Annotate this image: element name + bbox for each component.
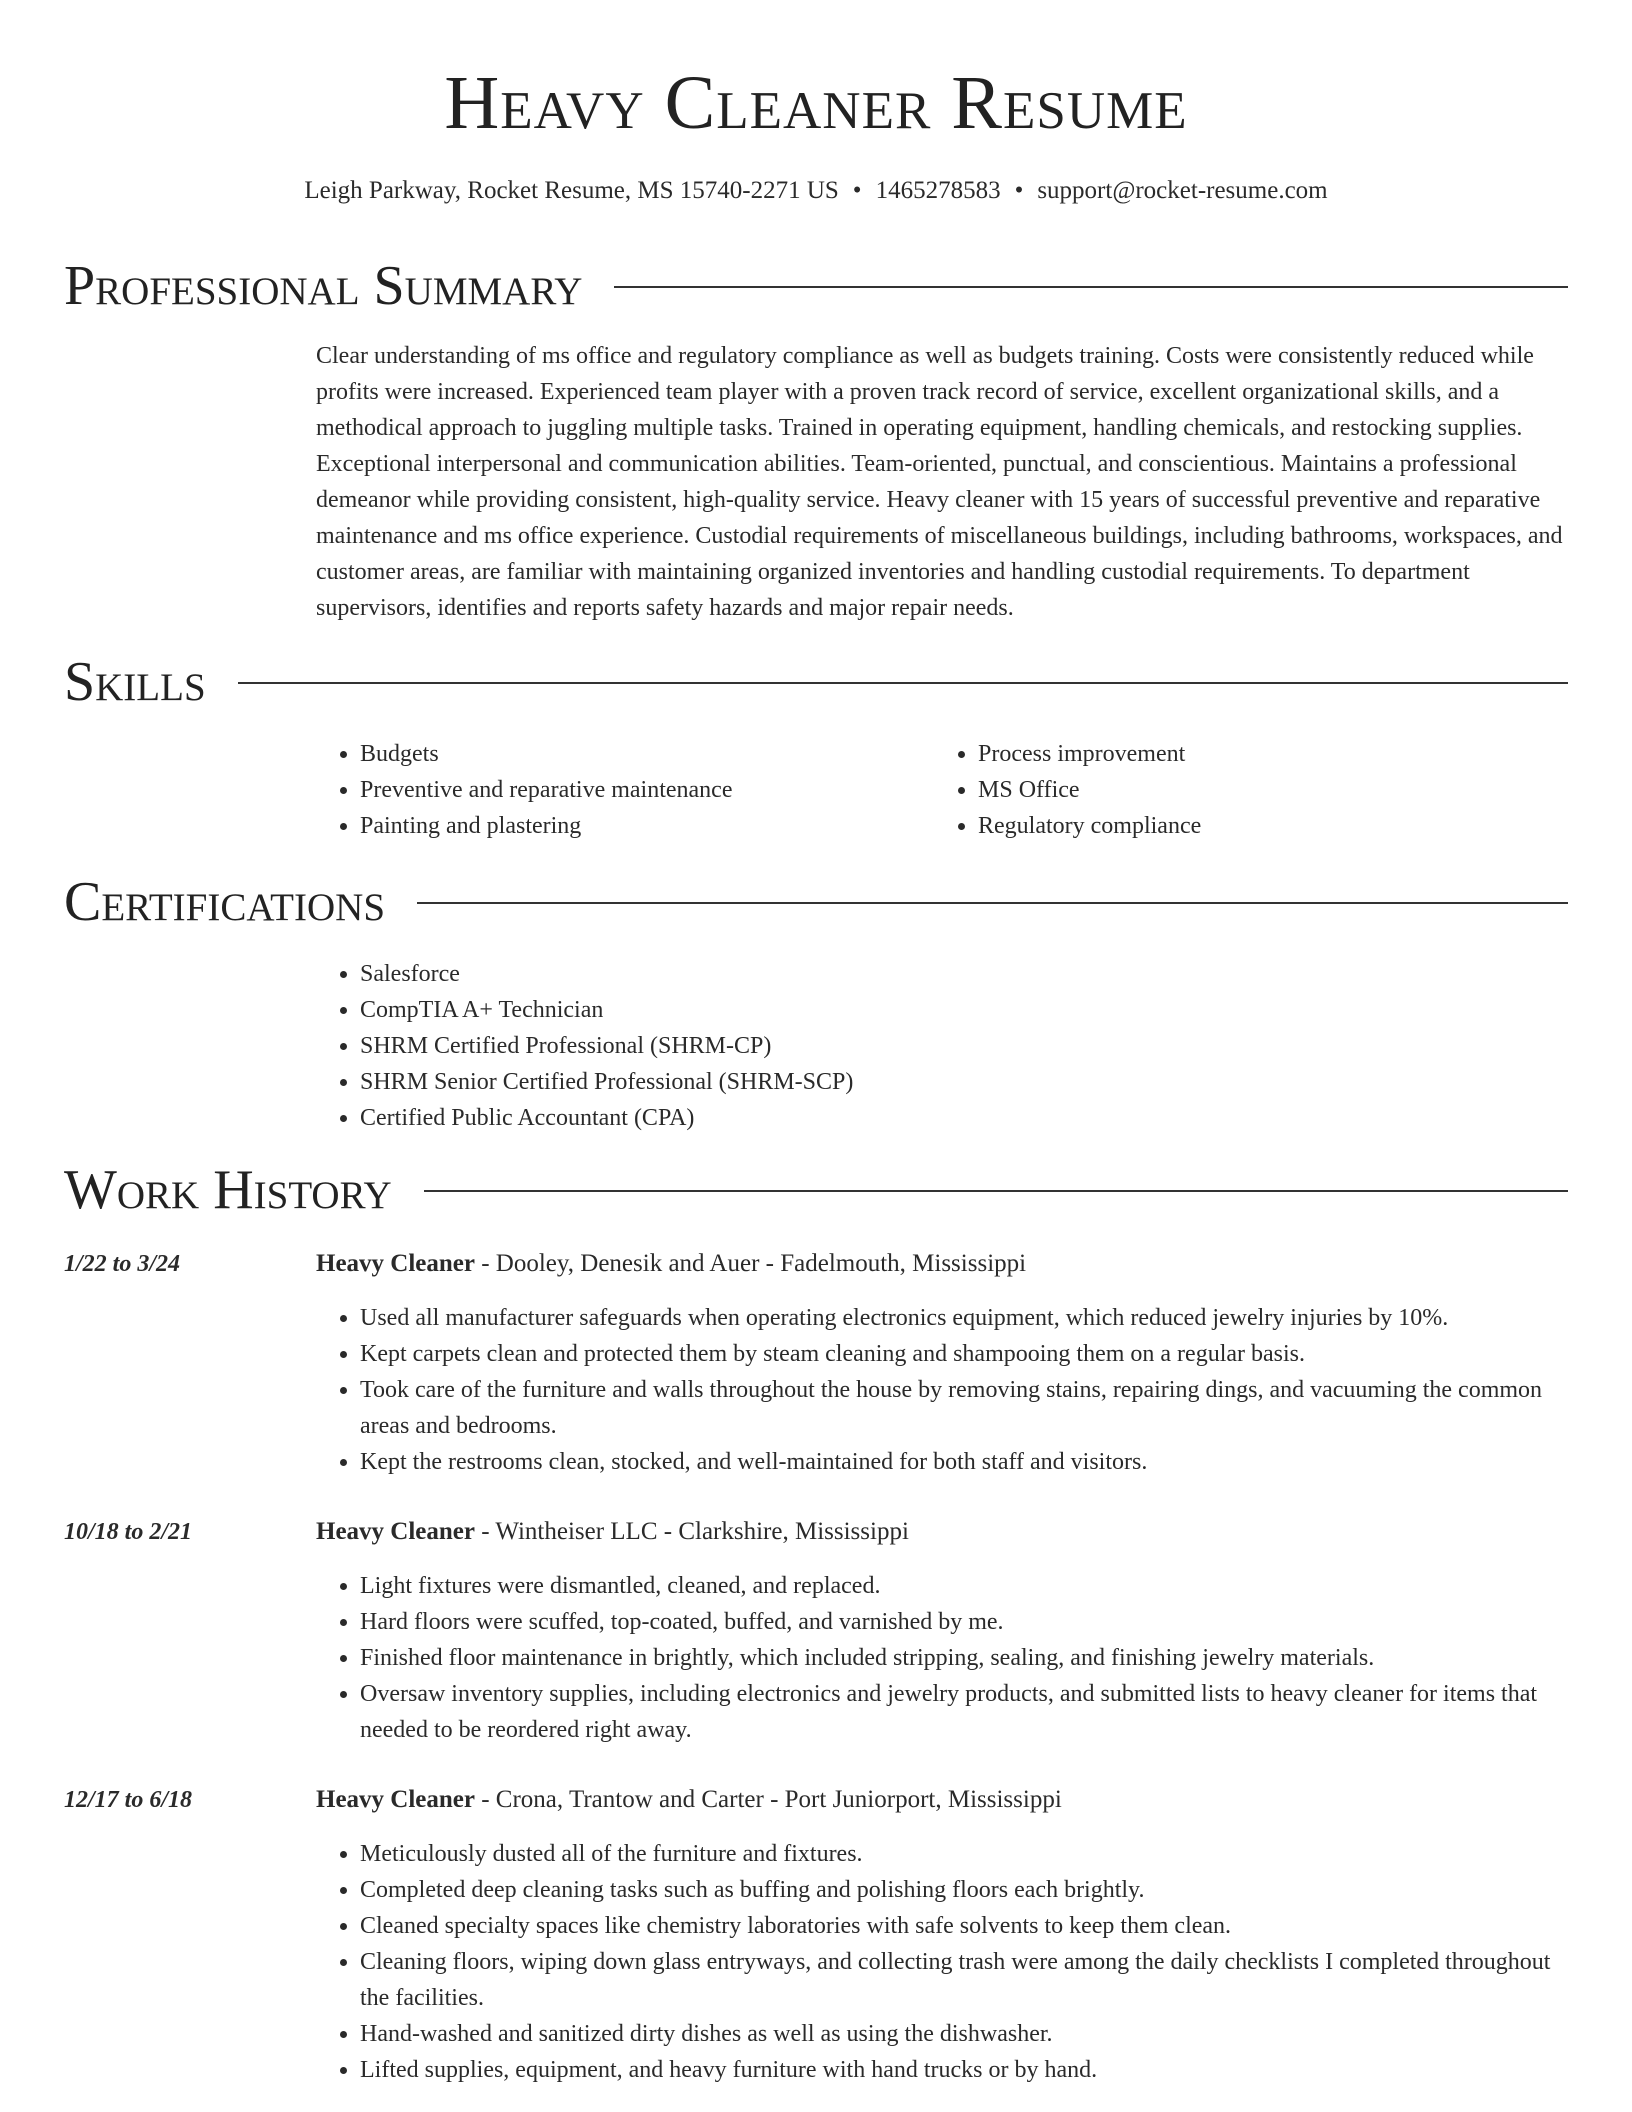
job-title: Heavy Cleaner <box>316 1250 475 1277</box>
duty-item: • Hard floors were scuffed, top-coated, buffed, and varnished by me. <box>360 1604 1568 1640</box>
skill-item: • Budgets <box>360 736 960 772</box>
skills-column-right <box>934 736 1578 844</box>
duty-item: • Cleaned specialty spaces like chemistry laboratories with safe solvents to keep them clean. <box>360 1908 1568 1944</box>
job-duties <box>316 1568 1568 1748</box>
skill-item: • Process improvement <box>978 736 1578 772</box>
section-heading: Work History <box>64 1158 424 1222</box>
certification-item: • Certified Public Accountant (CPA) <box>360 1100 1568 1136</box>
duty-item: • Used all manufacturer safeguards when operating electronics equipment, which reduced jewelry injuries by 10%. <box>360 1300 1568 1336</box>
job-employer: - Crona, Trantow and Carter - Port Juniorport, Mississippi <box>474 1786 1062 1813</box>
job-duties <box>316 1300 1568 1480</box>
job-title-line <box>316 1782 1568 1818</box>
job-employer: - Dooley, Denesik and Auer - Fadelmouth, Mississippi <box>474 1250 1027 1277</box>
section-heading: Professional Summary <box>64 254 614 318</box>
section-professional-summary <box>64 254 1568 318</box>
section-certifications <box>64 870 1568 934</box>
section-heading: Skills <box>64 650 238 714</box>
email: support@rocket-resume.com <box>1037 177 1328 204</box>
duty-item: • Hand-washed and sanitized dirty dishes as well as using the dishwasher. <box>360 2016 1568 2052</box>
job-duties <box>316 1836 1568 2088</box>
separator: • <box>1014 177 1024 204</box>
duty-item: • Lifted supplies, equipment, and heavy furniture with hand trucks or by hand. <box>360 2052 1568 2088</box>
job-title: Heavy Cleaner <box>316 1518 475 1545</box>
skill-item: • Painting and plastering <box>360 808 960 844</box>
section-heading: Certifications <box>64 870 417 934</box>
duty-item: • Cleaning floors, wiping down glass entryways, and collecting trash were among the daily checklists I completed throughout the facilities. <box>360 1944 1568 2016</box>
section-skills <box>64 650 1568 714</box>
certification-item: • SHRM Certified Professional (SHRM-CP) <box>360 1028 1568 1064</box>
duty-item: • Kept the restrooms clean, stocked, and well-maintained for both staff and visitors. <box>360 1444 1568 1480</box>
address: Leigh Parkway, Rocket Resume, MS 15740-2271 US <box>304 177 839 204</box>
duty-item: • Oversaw inventory supplies, including electronics and jewelry products, and submitted lists to heavy cleaner for items that needed to be reordered right away. <box>360 1676 1568 1748</box>
job-dates: 12/17 to 6/18 <box>64 1787 193 1813</box>
duty-item: • Meticulously dusted all of the furniture and fixtures. <box>360 1836 1568 1872</box>
phone: 1465278583 <box>875 177 1001 204</box>
duty-item: • Light fixtures were dismantled, cleaned, and replaced. <box>360 1568 1568 1604</box>
job-title-line <box>316 1514 1568 1550</box>
job-dates: 10/18 to 2/21 <box>64 1519 193 1545</box>
skill-item: • Regulatory compliance <box>978 808 1578 844</box>
certification-item: • SHRM Senior Certified Professional (SHRM-SCP) <box>360 1064 1568 1100</box>
skills-column-left <box>316 736 960 844</box>
job-title: Heavy Cleaner <box>316 1786 475 1813</box>
duty-item: • Finished floor maintenance in brightly, which included stripping, sealing, and finishing jewelry materials. <box>360 1640 1568 1676</box>
job-title-line <box>316 1246 1568 1282</box>
contact-line <box>0 174 1632 208</box>
duty-item: • Took care of the furniture and walls throughout the house by removing stains, repairing dings, and vacuuming the common areas and bedrooms. <box>360 1372 1568 1444</box>
summary-text: Clear understanding of ms office and regulatory compliance as well as budgets training. Costs were consistently reduced while profits were increased. Experienced team player with a proven track record of service, excellent organizational skills, and a methodical approach to juggling multiple tasks. Trained in operating equipment, handling chemicals, and restocking supplies. Exceptional interpersonal and communication abilities. Team-oriented, punctual, and conscientious. Maintains a professional demeanor while providing consistent, high-quality service. Heavy cleaner with 15 years of successful preventive and reparative maintenance and ms office experience. Custodial requirements of miscellaneous buildings, including bathrooms, workspaces, and customer areas, are familiar with maintaining organized inventories and handling custodial requirements. To department supervisors, identifies and reports safety hazards and major repair needs. <box>316 343 1563 621</box>
resume-title: Heavy Cleaner Resume <box>444 61 1188 145</box>
job-employer: - Wintheiser LLC - Clarkshire, Mississippi <box>474 1518 909 1545</box>
skill-item: • Preventive and reparative maintenance <box>360 772 960 808</box>
skill-item: • MS Office <box>978 772 1578 808</box>
certification-item: • CompTIA A+ Technician <box>360 992 1568 1028</box>
duty-item: • Completed deep cleaning tasks such as buffing and polishing floors each brightly. <box>360 1872 1568 1908</box>
certifications-list <box>316 956 1568 1136</box>
section-work-history <box>64 1158 1568 1222</box>
certification-item: • Salesforce <box>360 956 1568 992</box>
duty-item: • Kept carpets clean and protected them by steam cleaning and shampooing them on a regular basis. <box>360 1336 1568 1372</box>
separator: • <box>852 177 862 204</box>
section-divider <box>64 682 1568 684</box>
job-dates: 1/22 to 3/24 <box>64 1251 181 1277</box>
